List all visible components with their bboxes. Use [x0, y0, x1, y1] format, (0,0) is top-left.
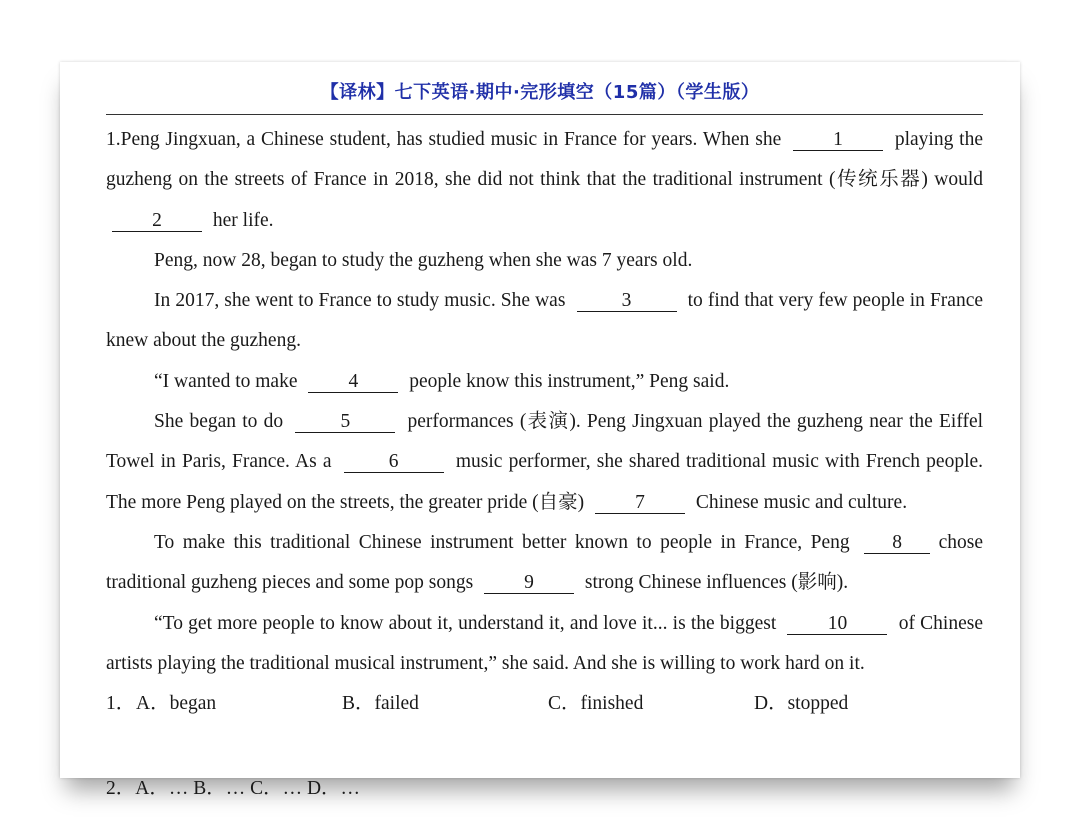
option-a: A．began — [136, 693, 217, 715]
text-segment: She began to do — [154, 411, 284, 433]
title-divider — [106, 114, 983, 115]
text-segment: 1.Peng Jingxuan, a Chinese student, has studied music in France for years. When she — [106, 129, 782, 150]
text-segment: “To get more people to know about it, understand it, and love it... is the biggest — [154, 612, 777, 634]
worksheet-title: 【译林】七下英语·期中·完形填空（15篇）（学生版） — [320, 82, 760, 103]
option-b: B．failed — [342, 693, 419, 715]
paragraph-6 — [106, 523, 983, 604]
paragraph-7 — [106, 604, 983, 685]
blank-3: 3 — [577, 291, 677, 312]
blank-10: 10 — [787, 614, 887, 635]
blank-4: 4 — [308, 372, 398, 393]
cut-off-next-question: 2．A．… B．… C．… D．… — [106, 778, 361, 799]
text-segment: To make this traditional Chinese instrument better known to people in France, Peng — [154, 531, 850, 553]
worksheet-page — [60, 62, 1020, 799]
text-segment: people know this instrument,” Peng said. — [409, 370, 730, 392]
cloze-passage — [106, 120, 983, 724]
paragraph-5 — [106, 402, 983, 523]
blank-7: 7 — [595, 493, 685, 514]
option-c: C．finished — [548, 693, 644, 715]
blank-6: 6 — [344, 452, 444, 473]
text-segment: chose traditional guzheng pieces and some pop songs — [106, 531, 984, 594]
text-segment: strong Chinese influences (影响). — [584, 572, 849, 594]
paragraph-2: Peng, now 28, began to study the guzheng when she was 7 years old. — [154, 249, 693, 271]
blank-2: 2 — [112, 211, 202, 232]
paragraph-1 — [106, 120, 983, 241]
blank-5: 5 — [295, 412, 395, 433]
text-segment: of Chinese artists playing the traditional musical instrument,” she said. And she is willing to work hard on it. — [106, 612, 983, 674]
text-segment: her life. — [212, 209, 274, 231]
option-d: D．stopped — [754, 693, 849, 715]
question-number: 1． — [106, 693, 136, 715]
blank-9: 9 — [484, 573, 574, 594]
blank-1: 1 — [793, 130, 883, 151]
blank-8: 8 — [864, 533, 930, 554]
text-segment: playing the guzheng on the streets of France in 2018, she did not think that the traditional instrument (传统乐器) would — [106, 129, 983, 191]
question-1-options — [106, 684, 983, 724]
text-segment: to find that very few people in France knew about the guzheng. — [106, 290, 984, 352]
text-segment: performances (表演). Peng Jingxuan played the guzheng near the Eiffel Towel in Paris, France. As a — [106, 411, 984, 473]
paragraph-3 — [106, 281, 983, 362]
paragraph-4 — [106, 362, 983, 402]
text-segment: Chinese music and culture. — [695, 491, 908, 513]
text-segment: “I wanted to make — [154, 370, 298, 392]
text-segment: music performer, she shared traditional music with French people. The more Peng played on the streets, the greater pride (自豪) — [106, 451, 984, 513]
text-segment: In 2017, she went to France to study music. She was — [154, 290, 566, 312]
